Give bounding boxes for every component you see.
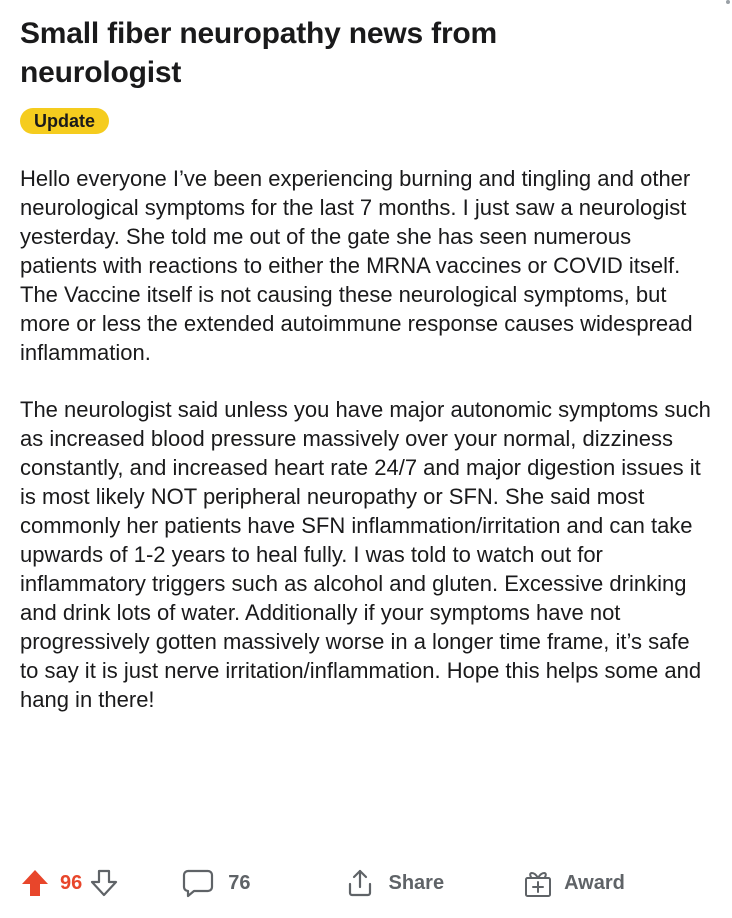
share-label: Share bbox=[388, 871, 445, 894]
comment-bubble-icon bbox=[182, 868, 214, 898]
post-flair-badge[interactable]: Update bbox=[20, 108, 109, 134]
award-gift-icon bbox=[522, 867, 554, 899]
share-button[interactable] bbox=[345, 868, 445, 898]
post-body bbox=[20, 164, 712, 714]
post-action-bar bbox=[20, 862, 710, 904]
downvote-arrow-icon[interactable] bbox=[90, 868, 118, 898]
vote-count: 96 bbox=[60, 871, 83, 894]
comment-count: 76 bbox=[228, 871, 251, 894]
post-paragraph: Hello everyone I’ve been experiencing burning and tingling and other neurological symptoms for the last 7 months. I just saw a neurologist yesterday. She told me out of the gate she has seen numerous patients with reactions to either the MRNA vaccines or COVID itself. The Vaccine itself is not causing these neurological symptoms, but more or less the extended autoimmune response causes widespread inflammation. bbox=[20, 166, 693, 365]
post-container bbox=[20, 14, 712, 742]
post-title[interactable]: Small fiber neuropathy news from neurologist bbox=[20, 17, 498, 89]
vote-group bbox=[20, 868, 118, 898]
award-button[interactable] bbox=[522, 867, 625, 899]
award-label: Award bbox=[564, 871, 625, 894]
post-paragraph: The neurologist said unless you have major autonomic symptoms such as increased blood pressure massively over your normal, dizziness constantly, and increased heart rate 24/7 and major digestion issues it is most likely NOT peripheral neuropathy or SFN. She said most commonly her patients have SFN inflammation/irritation and can take upwards of 1-2 years to heal fully. I was told to watch out for inflammatory triggers such as alcohol and gluten. Excessive drinking and drink lots of water. Additionally if your symptoms have not progressively gotten massively worse in a longer time frame, it’s safe to say it is just nerve irritation/inflammation. Hope this helps some and hang in there! bbox=[20, 397, 711, 712]
corner-dot bbox=[726, 0, 730, 4]
upvote-arrow-icon[interactable] bbox=[20, 868, 50, 898]
comments-button[interactable] bbox=[182, 868, 250, 898]
share-icon bbox=[345, 868, 375, 898]
